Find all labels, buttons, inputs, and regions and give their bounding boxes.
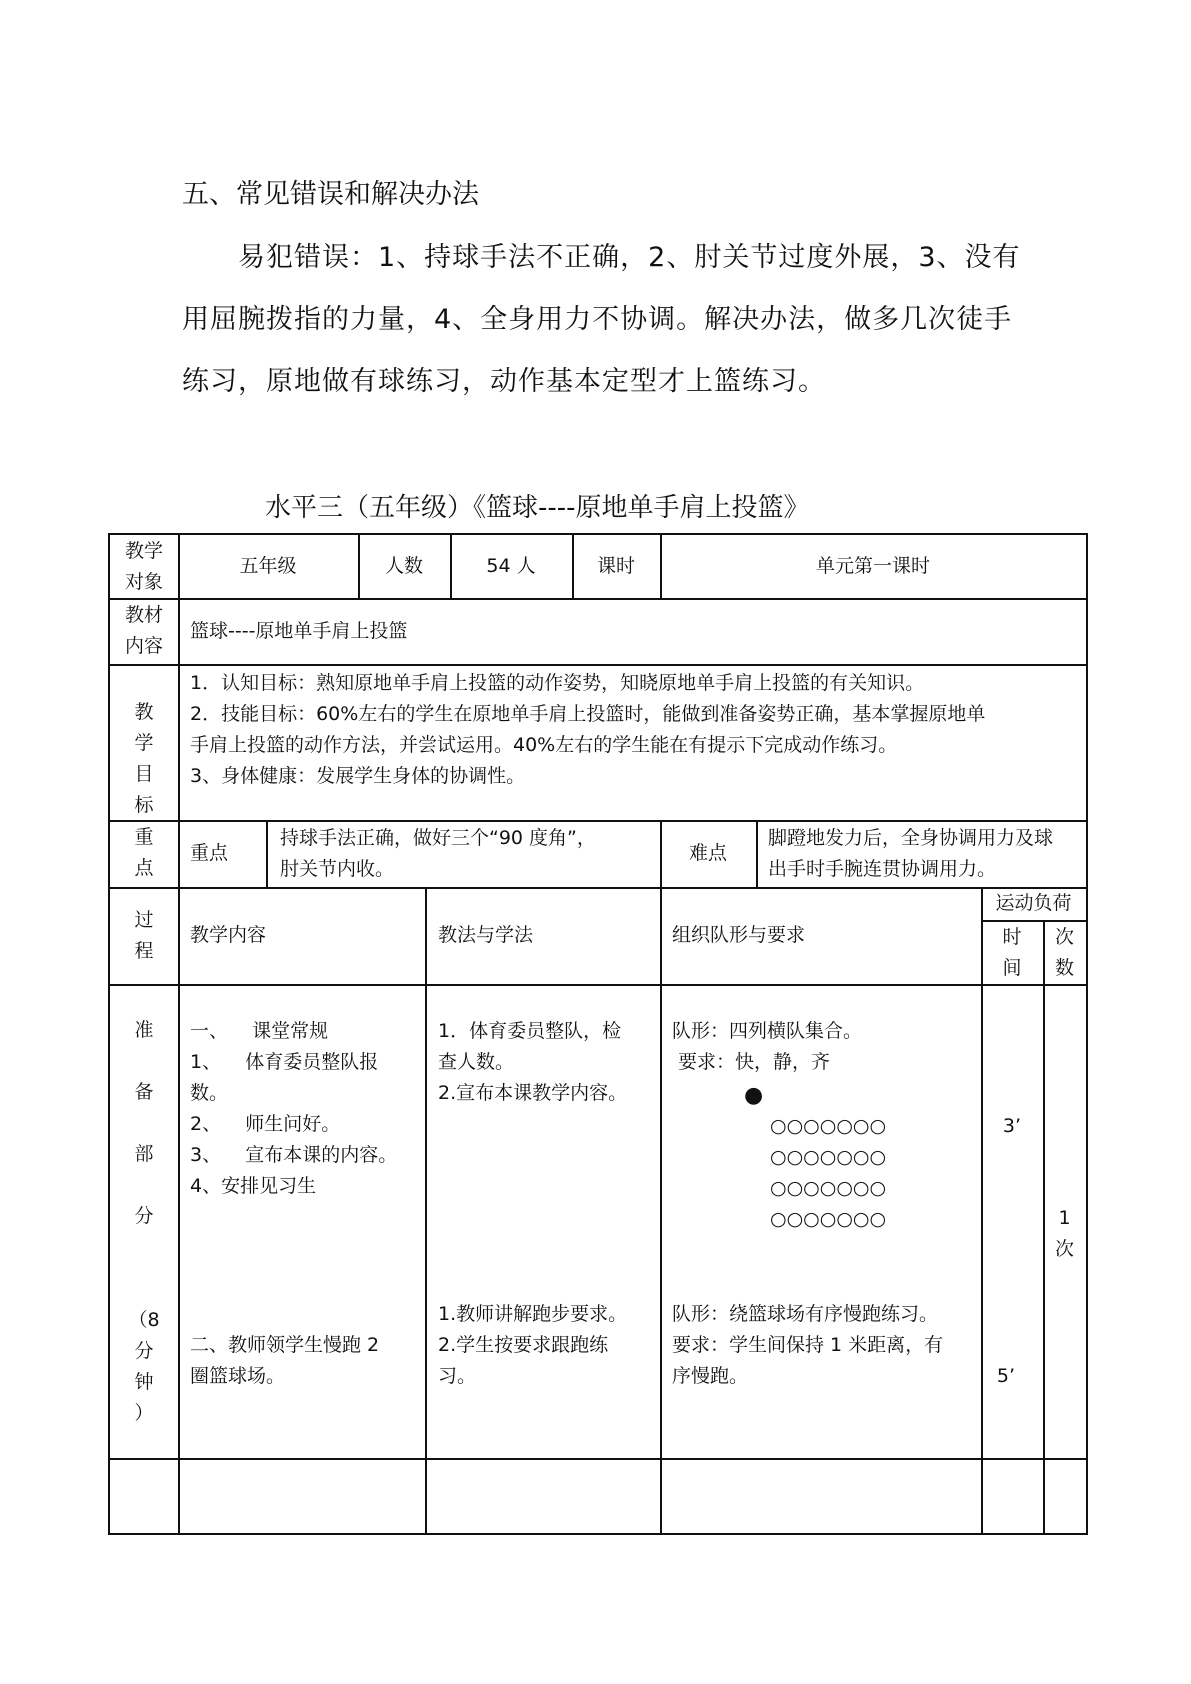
method-part-a: 1．体育委员整队，检 查人数。 2.宣布本课教学内容。 <box>438 1020 628 1104</box>
method-part-b: 1.教师讲解跑步要求。 2.学生按要求跟跑练 习。 <box>438 1303 628 1387</box>
objective-line-2: 2．技能目标：60%左右的学生在原地单手肩上投篮时，能做到准备姿势正确，基本掌握原地单 <box>190 703 986 725</box>
content-part-b: 二、教师领学生慢跑 2 圈篮球场。 <box>190 1334 380 1387</box>
count-header: 次 数 <box>1054 926 1074 979</box>
time-part-a: 3’ <box>1002 1115 1022 1137</box>
material-content: 篮球----原地单手肩上投篮 <box>190 620 408 642</box>
difficulty-text: 脚蹬地发力后，全身协调用力及球 出手时手腕连贯协调用力。 <box>768 827 1054 880</box>
col-divider <box>425 887 427 1533</box>
difficulty-label: 难点 <box>688 842 727 864</box>
organization-part-b: 队形：绕篮球场有序慢跑练习。 要求：学生间保持 1 米距离，有 序慢跑。 <box>672 1303 944 1387</box>
body-line-2: 用屈腕拨指的力量，4、全身用力不协调。解决办法，做多几次徒手 <box>182 304 1013 335</box>
preparation-duration: （8 分 钟 ） <box>128 1309 160 1424</box>
time-header: 时 间 <box>1002 926 1022 979</box>
preparation-label: 准 备 部 分 <box>134 1019 154 1227</box>
key-point-label: 重点 <box>190 842 229 864</box>
lesson-label: 课时 <box>596 555 635 577</box>
row-divider <box>110 1458 1086 1460</box>
col-divider <box>756 820 758 887</box>
focus-label: 重 点 <box>134 826 154 879</box>
content-header: 教学内容 <box>190 924 267 946</box>
objective-line-3: 手肩上投篮的动作方法，并尝试运用。40%左右的学生能在有提示下完成动作练习。 <box>190 734 898 756</box>
time-part-b: 5’ <box>996 1365 1016 1387</box>
row-divider <box>110 598 1086 600</box>
student-count-value: 54 人 <box>486 555 536 577</box>
teaching-target-label: 教学对象 <box>124 540 163 593</box>
method-header: 教法与学法 <box>438 924 534 946</box>
body-line-3: 练习，原地做有球练习，动作基本定型才上篮练习。 <box>182 366 826 397</box>
key-point-text: 持球手法正确，做好三个“90 度角”， 肘关节内收。 <box>280 827 596 880</box>
col-divider <box>178 535 180 1533</box>
objective-line-4: 3、身体健康：发展学生身体的协调性。 <box>190 765 526 787</box>
organization-header: 组织队形与要求 <box>672 924 806 946</box>
row-divider <box>110 664 1086 666</box>
row-divider <box>110 820 1086 822</box>
col-divider <box>660 820 662 1533</box>
count-part-a: 1 次 <box>1054 1207 1074 1260</box>
body-line-1: 易犯错误：1、持球手法不正确，2、肘关节过度外展，3、没有 <box>238 242 1021 273</box>
material-label: 教材内容 <box>124 604 163 657</box>
lesson-title: 水平三（五年级）《篮球----原地单手肩上投篮》 <box>265 493 810 523</box>
lesson-value: 单元第一课时 <box>815 555 930 577</box>
student-count-label: 人数 <box>384 555 423 577</box>
col-divider <box>266 820 268 887</box>
exercise-load-header: 运动负荷 <box>995 892 1072 914</box>
teacher-position-mark: ● <box>744 1083 764 1108</box>
content-part-a: 一、 课堂常规 1、 体育委员整队报 数。 2、 师生问好。 3、 宣布本课的内容。 4、安排见习生 <box>190 1020 398 1197</box>
process-header: 过 程 <box>134 909 154 962</box>
organization-part-a: 队形：四列横队集合。 要求：快，静，齐 <box>672 1020 863 1073</box>
lesson-plan-table <box>108 533 1088 1535</box>
section-heading: 五、常见错误和解决办法 <box>182 179 479 210</box>
objective-line-1: 1．认知目标：熟知原地单手肩上投篮的动作姿势，知晓原地单手肩上投篮的有关知识。 <box>190 672 925 694</box>
row-divider <box>110 887 1086 889</box>
row-divider <box>110 984 1086 986</box>
objectives-label: 教 学 目 标 <box>134 701 154 816</box>
student-formation: ○○○○○○○ ○○○○○○○ ○○○○○○○ ○○○○○○○ <box>770 1115 887 1230</box>
grade-value: 五年级 <box>239 555 297 577</box>
